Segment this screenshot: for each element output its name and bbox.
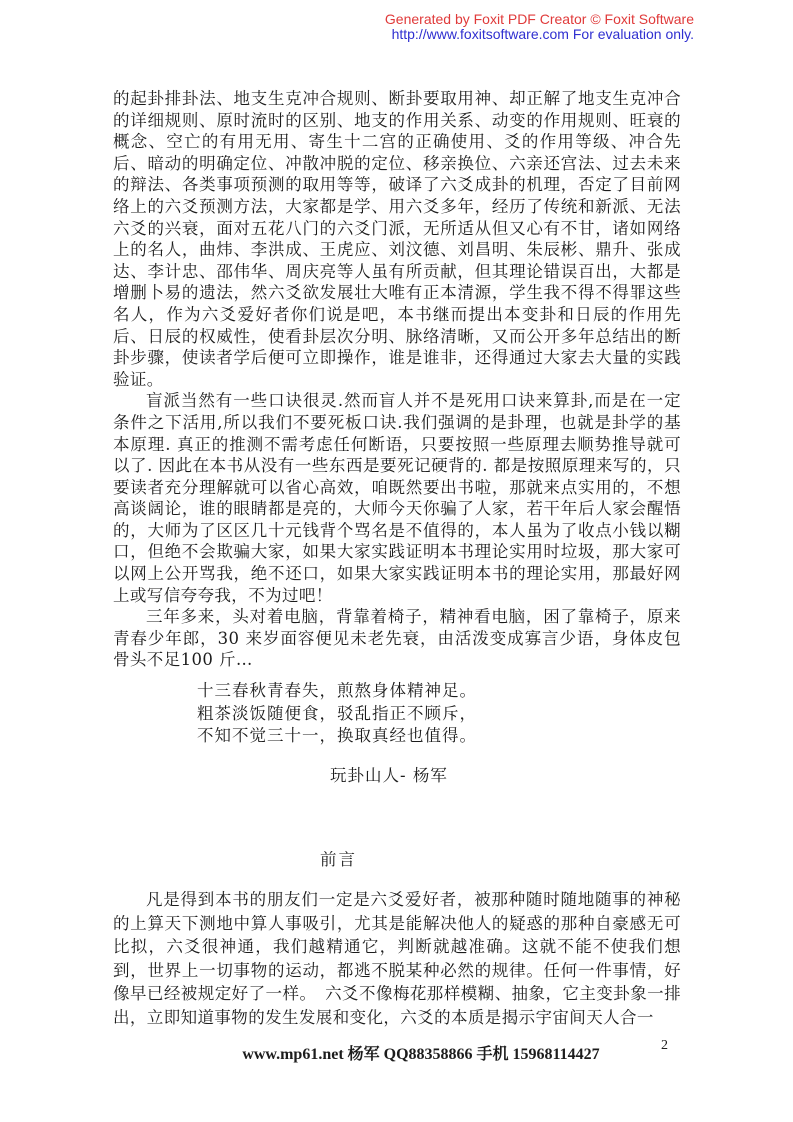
poem-line-1: 十三春秋青春失，煎熬身体精神足。: [197, 681, 477, 700]
poem-line-2: 粗茶淡饭随便食，驳乱指正不顾斥，: [197, 703, 477, 723]
body-paragraph-2: 盲派当然有一些口诀很灵.然而盲人并不是死用口诀来算卦,而是在一定条件之下活用,所以我们不要死板口诀.我们强调的是卦理，也就是卦学的基本原理. 真正的推测不需考虑任何断语，只要按照一些原理去顺势推导就可以了. 因此在本书从没有一些东西是要死记硬背的. 都是按照原理来写的，只要读者充分理解就可以省心高效，咱既然要出书啦，那就来点实用的，不想高谈阔论，谁的眼睛都是亮的，大师今天你骗了人家，若干年后人家会醒悟的，大师为了区区几十元钱背个骂名是不值得的，本人虽为了收点小钱以糊口，但绝不会欺骗大家，如果大家实践证明本书理论实用时垃圾，那大家可以网上公开骂我，绝不还口，如果大家实践证明本书的理论实用，那最好网上或写信夸夸我，不为过吧！: [113, 391, 681, 605]
poem-line-3: 不知不觉三十一，换取真经也值得。: [197, 726, 477, 745]
footer-contact-info: www.mp61.net 杨军 QQ88358866 手机 15968114427: [242, 1046, 600, 1063]
preface-paragraph: 凡是得到本书的朋友们一定是六爻爱好者，被那种随时随地随事的神秘的上算天下测地中算人事吸引，尤其是能解决他人的疑惑的那种自豪感无可比拟，六爻很神通，我们越精通它，判断就越准确。这就不能不使我们想到，世界上一切事物的运动，都逃不脱某种必然的规律。任何一件事情，好像早已经被规定好了一样。 六爻不像梅花那样模糊、抽象，它主变卦象一排出，立即知道事物的发生发展和变化，六爻的本质是揭示宇宙间天人合一: [113, 890, 681, 1027]
preface-heading: 前言: [320, 850, 357, 869]
poem-block: [197, 680, 477, 748]
document-body-text: [113, 88, 681, 671]
body-paragraph-3: 三年多来，头对着电脑，背靠着椅子，精神看电脑，困了靠椅子，原来青春少年郎，30 来岁面容便见未老先衰，由活泼变成寡言少语，身体皮包骨头不足100 斤…: [113, 607, 681, 670]
foxit-url-link[interactable]: http://www.foxitsoftware.com For evaluation only.: [391, 25, 694, 42]
preface-body: [113, 888, 681, 1029]
body-paragraph-1: 的起卦排卦法、地支生克冲合规则、断卦要取用神、却正解了地支生克冲合的详细规则、原时流时的区别、地支的作用关系、动变的作用规则、旺衰的概念、空亡的有用无用、寄生十二宫的正确使用、爻的作用等级、冲合先后、暗动的明确定位、冲散冲脱的定位、移亲换位、六亲还宫法、过去未来的辩法、各类事项预测的取用等等，破译了六爻成卦的机理，否定了目前网络上的六爻预测方法，大家都是学、用六爻多年，经历了传统和新派、无法六爻的兴衰，面对五花八门的六爻门派，无所适从但又心有不甘，诸如网络上的名人，曲炜、李洪成、王虎应、刘汶德、刘昌明、朱辰彬、鼎升、张成达、李计忠、邵伟华、周庆亮等人虽有所贡献，但其理论错误百出，大都是增删卜易的遗法，然六爻欲发展壮大唯有正本清源，学生我不得不得罪这些名人，作为六爻爱好者你们说是吧，本书继而提出本变卦和日辰的作用先后、日辰的权威性，使看卦层次分明、脉络清晰，又而公开多年总结出的断卦步骤，使读者学后便可立即操作，谁是谁非，还得通过大家去大量的实践验证。: [113, 89, 681, 389]
foxit-evaluation-banner: [385, 12, 694, 41]
author-signature: 玩卦山人- 杨军: [330, 766, 448, 785]
page-number: 2: [661, 1038, 668, 1053]
foxit-banner-text: Generated by Foxit PDF Creator © Foxit Software: [384, 11, 694, 27]
